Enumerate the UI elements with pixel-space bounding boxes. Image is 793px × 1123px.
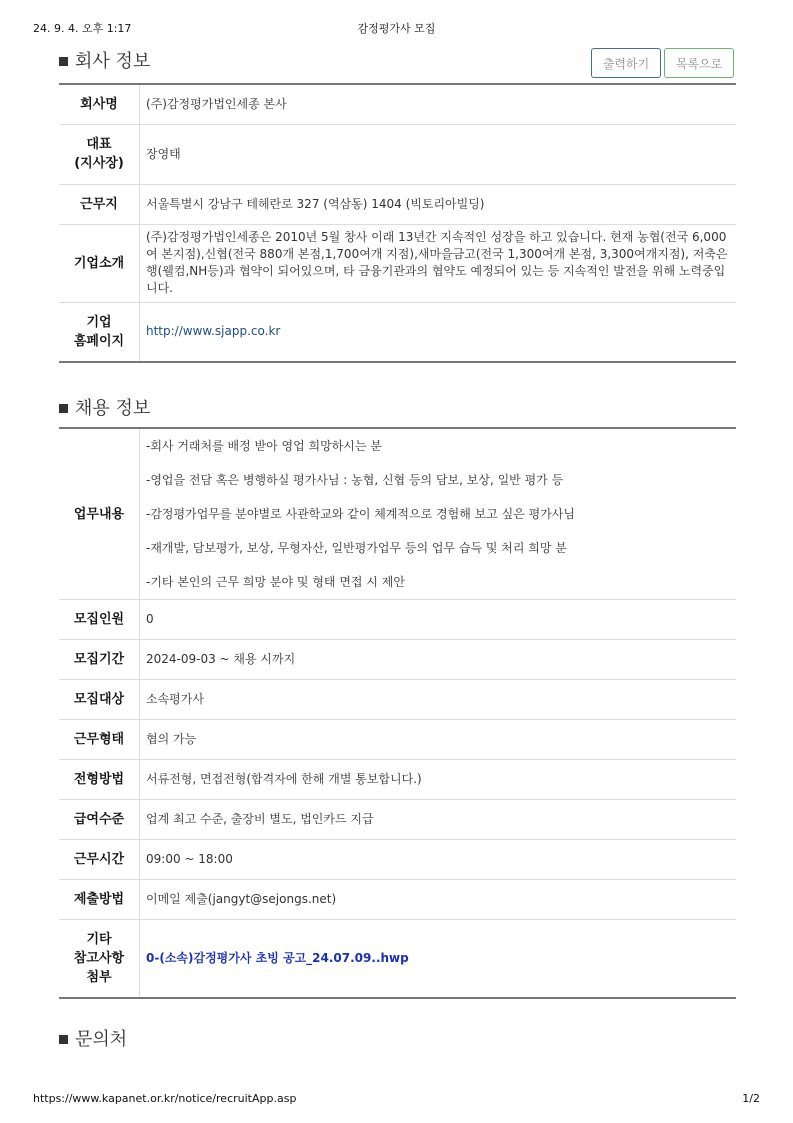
worktype-label: 근무형태 [59,720,140,760]
duty-item: -영업을 전담 혹은 병행하실 평가사님 : 농협, 신협 등의 담보, 보상, 일반 평가 등 [146,473,564,487]
recruit-info-table [59,427,736,999]
attachment-row [59,920,736,998]
selection-value: 서류전형, 면접전형(합격자에 한해 개별 통보합니다.) [140,760,737,800]
submit-value: 이메일 제출(jangyt@sejongs.net) [140,880,737,920]
period-label: 모집기간 [59,640,140,680]
contact-section-title [59,1025,127,1051]
recruit-section-title [59,394,150,420]
attachment-file-link[interactable]: 0-(소속)감정평가사 초빙 공고_24.07.09..hwp [146,950,409,965]
target-label: 모집대상 [59,680,140,720]
duties-value [140,428,737,600]
worktype-value: 협의 가능 [140,720,737,760]
selection-row [59,760,736,800]
print-date: 24. 9. 4. 오후 1:17 [33,22,132,35]
attachment-label-line2: 참고사항 [73,950,125,966]
company-section-title [59,47,150,73]
worktype-row [59,720,736,760]
duty-item: -감정평가업무를 분야별로 사관학교와 같이 체계적으로 경험해 보고 싶은 평가사님 [146,507,575,521]
recruit-section-title-text: 채용 정보 [75,398,151,419]
submit-label: 제출방법 [59,880,140,920]
ceo-value: 장영태 [140,124,737,184]
intro-value: (주)감정평가법인세종은 2010년 5월 창사 이래 13년간 지속적인 성장을 하고 있습니다. 현재 농협(전국 6,000여 본지점),신협(전국 880개 본점,1,700여개 지점),새마을금고(전국 1,300여개 본점, 3,300여개지점), 저축은행(웰컴,NH등)과 협약이 되어있으며, 타 금융기관과의 협약도 예정되어 있는 등 지속적인 발전을 위해 노력중입니다. [140,224,737,302]
period-row [59,640,736,680]
ceo-label-line1: 대표 [86,137,112,152]
hours-row [59,840,736,880]
selection-label: 전형방법 [59,760,140,800]
print-url: https://www.kapanet.or.kr/notice/recruitApp.asp [33,1092,297,1105]
duty-item: -재개발, 담보평가, 보상, 무형자산, 일반평가업무 등의 업무 습득 및 처리 희망 분 [146,541,567,555]
print-button[interactable]: 출력하기 [591,48,661,78]
period-value: 2024-09-03 ~ 채용 시까지 [140,640,737,680]
homepage-label-line2: 홈페이지 [73,333,125,349]
salary-label: 급여수준 [59,800,140,840]
contact-section-title-text: 문의처 [75,1029,128,1050]
print-page-number: 1/2 [742,1092,760,1105]
headcount-value: 0 [140,600,737,640]
location-row [59,184,736,224]
target-value: 소속평가사 [140,680,737,720]
list-button[interactable]: 목록으로 [664,48,734,78]
company-section-title-text: 회사 정보 [75,51,151,72]
ceo-label [59,124,140,184]
company-name-value: (주)감정평가법인세종 본사 [140,84,737,124]
square-bullet-icon [59,1035,68,1044]
hours-label: 근무시간 [59,840,140,880]
salary-row [59,800,736,840]
location-label: 근무지 [59,184,140,224]
intro-row [59,224,736,302]
homepage-label [59,302,140,362]
homepage-cell [140,302,737,362]
hours-value: 09:00 ~ 18:00 [140,840,737,880]
attachment-label-line3: 첨부 [86,969,112,985]
homepage-label-line1: 기업 [86,314,112,330]
location-value: 서울특별시 강남구 테헤란로 327 (역삼동) 1404 (빅토리아빌딩) [140,184,737,224]
homepage-row [59,302,736,362]
ceo-label-line2: (지사장) [74,156,124,171]
duties-row [59,428,736,600]
intro-label: 기업소개 [59,224,140,302]
duties-label: 업무내용 [59,428,140,600]
square-bullet-icon [59,57,68,66]
print-title: 감정평가사 모집 [357,22,436,35]
duty-item: -기타 본인의 근무 희망 분야 및 형태 면접 시 제안 [146,575,405,589]
headcount-label: 모집인원 [59,600,140,640]
company-name-row [59,84,736,124]
salary-value: 업계 최고 수준, 출장비 별도, 법인카드 지급 [140,800,737,840]
company-name-label: 회사명 [59,84,140,124]
headcount-row [59,600,736,640]
duty-item: -회사 거래처를 배정 받아 영업 희망하시는 분 [146,439,382,453]
target-row [59,680,736,720]
attachment-label [59,920,140,998]
company-info-table [59,83,736,363]
submit-row [59,880,736,920]
ceo-row [59,124,736,184]
homepage-link[interactable]: http://www.sjapp.co.kr [146,324,281,339]
square-bullet-icon [59,404,68,413]
print-footer [33,1092,760,1108]
print-header [33,20,760,36]
attachment-label-line1: 기타 [86,931,112,947]
attachment-cell [140,920,737,998]
